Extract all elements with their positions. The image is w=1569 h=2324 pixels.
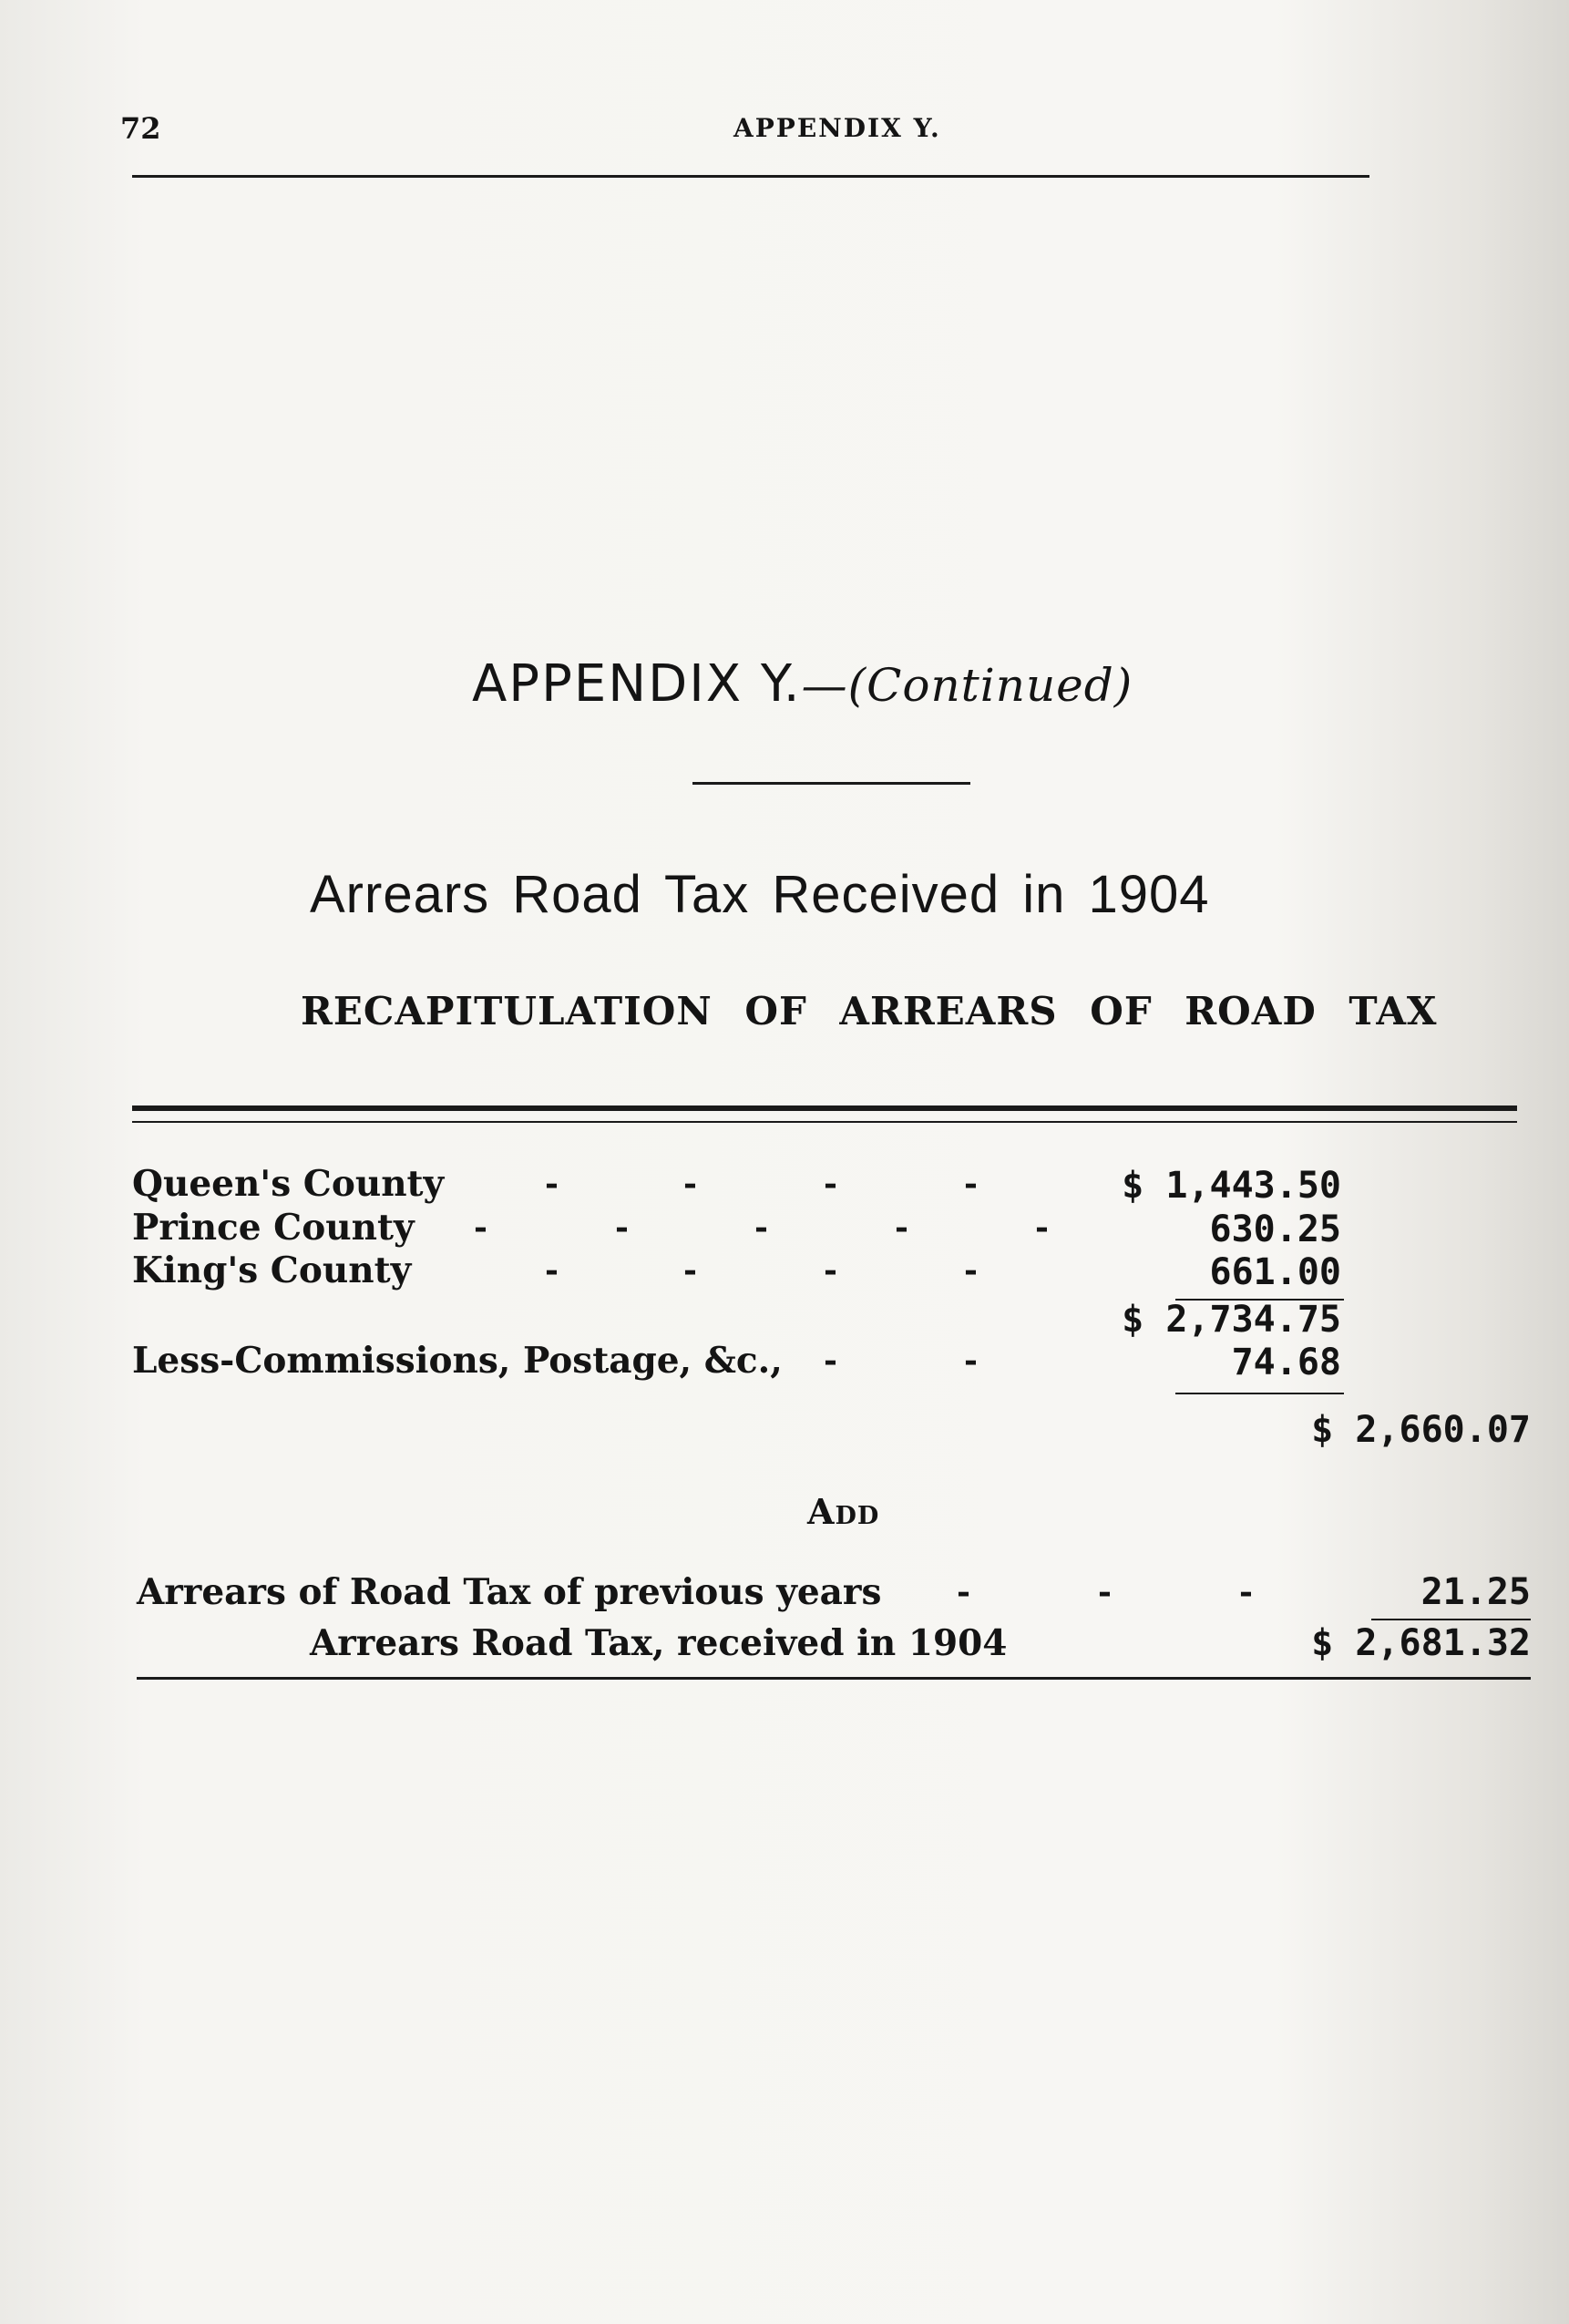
add-heading: Add xyxy=(807,1491,880,1532)
leader-dash: - xyxy=(474,1208,487,1247)
total-label: Arrears Road Tax, received in 1904 xyxy=(310,1622,1008,1664)
leader-dash: - xyxy=(824,1342,837,1380)
total-amount: $ 2,681.32 xyxy=(1311,1622,1531,1664)
leader-dash: - xyxy=(683,1251,697,1290)
header-rule xyxy=(132,175,1369,178)
subtitle: Arrears Road Tax Received in 1904 xyxy=(310,865,1210,924)
previous-years-label: Arrears of Road Tax of previous years xyxy=(137,1571,882,1613)
net-amount: $ 2,660.07 xyxy=(1311,1409,1531,1451)
leader-dash: - xyxy=(683,1165,697,1203)
total-top-rule xyxy=(1371,1619,1531,1620)
leader-dash: - xyxy=(1035,1208,1049,1247)
subtotal-amount: $ 2,734.75 xyxy=(1122,1299,1341,1341)
leader-dash: - xyxy=(964,1251,978,1290)
leader-dash: - xyxy=(545,1165,559,1203)
continued-label: —(Continued) xyxy=(801,659,1133,712)
leader-dash: - xyxy=(754,1208,768,1247)
less-commissions-amount: 74.68 xyxy=(1231,1342,1341,1383)
county-label: King's County xyxy=(132,1249,412,1291)
leader-dash: - xyxy=(964,1165,978,1203)
leader-dash: - xyxy=(824,1165,837,1203)
appendix-title-text: APPENDIX Y. xyxy=(472,654,802,714)
less-commissions-label: Less-Commissions, Postage, &c., xyxy=(132,1340,783,1382)
previous-years-amount: 21.25 xyxy=(1420,1571,1531,1613)
county-label: Queen's County xyxy=(132,1163,445,1205)
running-head: APPENDIX Y. xyxy=(733,113,941,143)
leader-dash: - xyxy=(545,1251,559,1290)
leader-dash: - xyxy=(824,1251,837,1290)
county-amount: 630.25 xyxy=(1209,1208,1341,1250)
county-amount: 661.00 xyxy=(1209,1251,1341,1293)
page-number: 72 xyxy=(120,111,161,146)
net-rule xyxy=(1175,1393,1344,1394)
leader-dash: - xyxy=(964,1342,978,1380)
leader-dash: - xyxy=(895,1208,908,1247)
leader-dash: - xyxy=(1098,1573,1112,1611)
total-bottom-rule xyxy=(137,1677,1531,1680)
leader-dash: - xyxy=(1239,1573,1253,1611)
table-top-rule-2 xyxy=(132,1121,1517,1123)
county-amount: $ 1,443.50 xyxy=(1122,1165,1341,1207)
table-top-rule-1 xyxy=(132,1105,1517,1111)
leader-dash: - xyxy=(615,1208,629,1247)
leader-dash: - xyxy=(957,1573,970,1611)
county-label: Prince County xyxy=(132,1207,415,1249)
appendix-title xyxy=(472,654,1133,714)
title-rule xyxy=(692,782,970,785)
recapitulation-heading: RECAPITULATION OF ARREARS OF ROAD TAX xyxy=(301,989,1438,1033)
